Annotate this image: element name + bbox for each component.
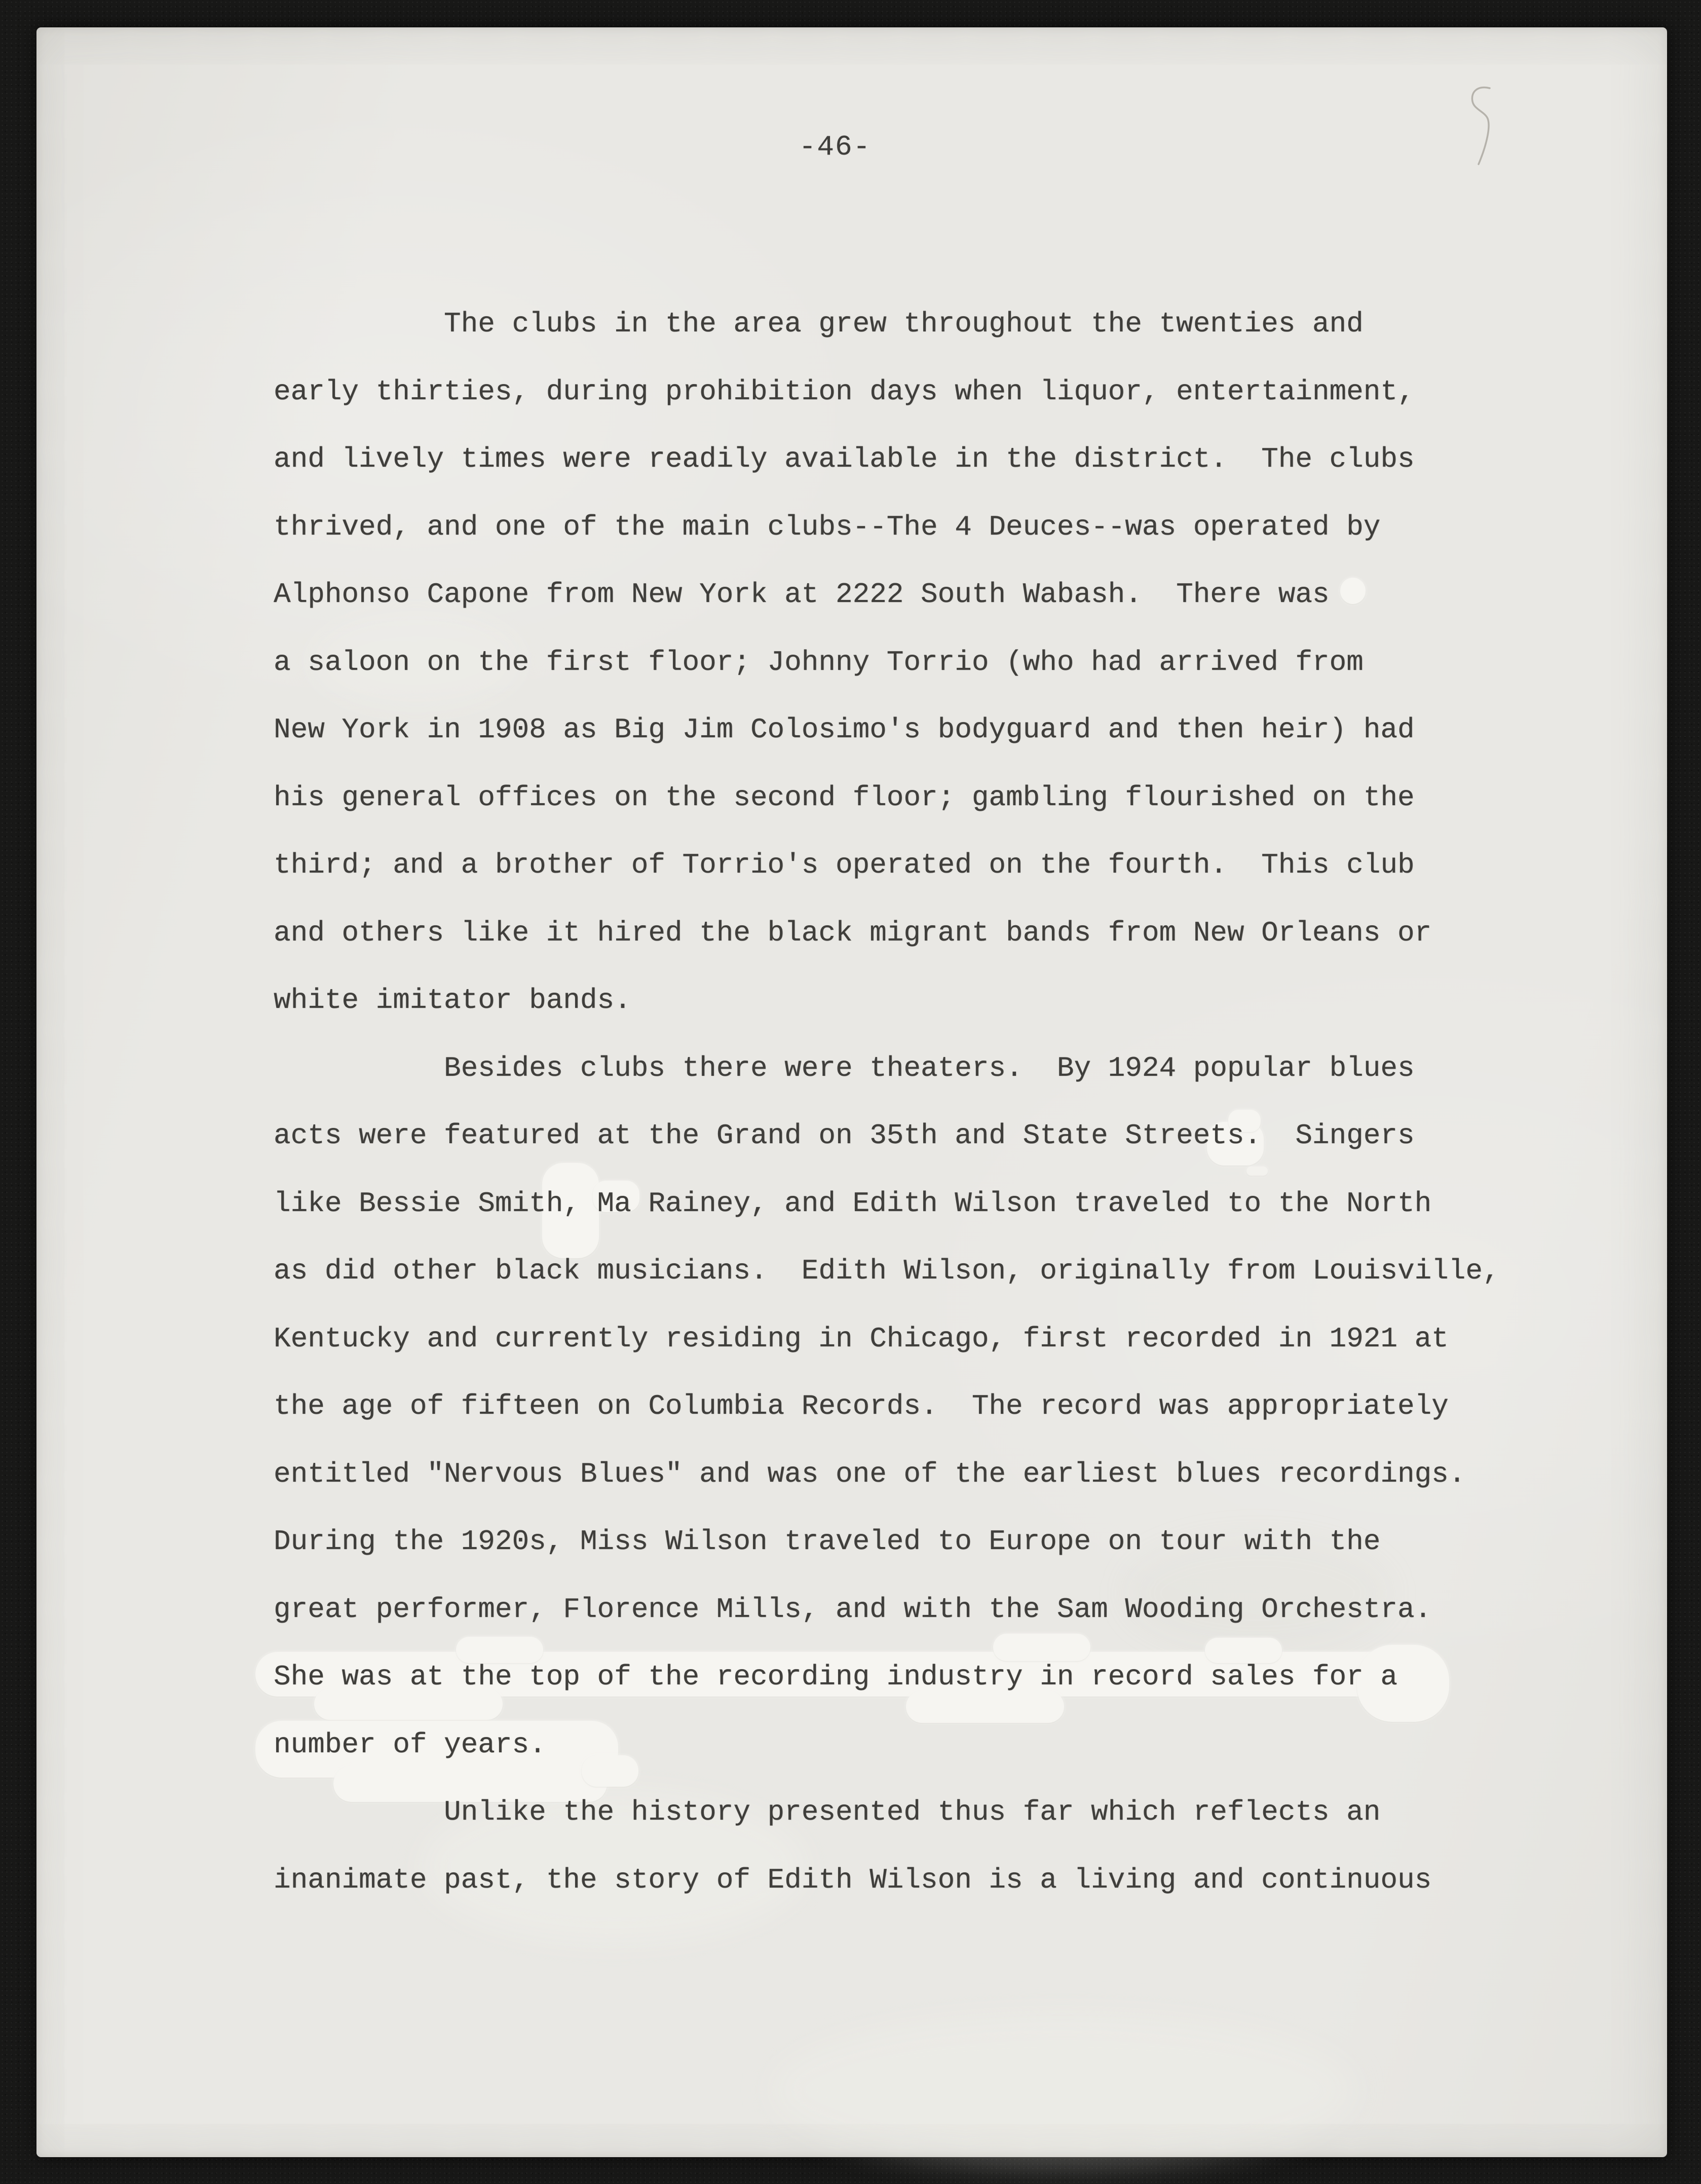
text-line: as did other black musicians. Edith Wilson, originally from Louisville, xyxy=(274,1255,1500,1287)
page-number: -46- xyxy=(799,131,872,163)
text-line: The clubs in the area grew throughout the twenties and xyxy=(444,308,1364,340)
text-line: great performer, Florence Mills, and with the Sam Wooding Orchestra. xyxy=(274,1593,1432,1626)
text-line: number of years. xyxy=(274,1728,546,1761)
text-line: like Bessie Smith, Ma Rainey, and Edith Wilson traveled to the North xyxy=(274,1187,1432,1220)
text-line: Kentucky and currently residing in Chicago, first recorded in 1921 at xyxy=(274,1322,1449,1355)
text-line: and lively times were readily available in the district. The clubs xyxy=(274,443,1415,475)
text-line: third; and a brother of Torrio's operated on the fourth. This club xyxy=(274,849,1415,881)
text-line: a saloon on the first floor; Johnny Torrio (who had arrived from xyxy=(274,646,1364,679)
page-body-text xyxy=(274,290,1601,1914)
text-line: Unlike the history presented thus far which reflects an xyxy=(444,1796,1381,1828)
text-line: Alphonso Capone from New York at 2222 South Wabash. There was xyxy=(274,578,1330,611)
typewritten-page xyxy=(36,27,1667,2157)
text-line: his general offices on the second floor; gambling flourished on the xyxy=(274,781,1415,814)
text-line: During the 1920s, Miss Wilson traveled to Europe on tour with the xyxy=(274,1525,1381,1558)
text-line: and others like it hired the black migrant bands from New Orleans or xyxy=(274,916,1432,949)
text-line: entitled "Nervous Blues" and was one of the earliest blues recordings. xyxy=(274,1457,1466,1490)
text-line: inanimate past, the story of Edith Wilson is a living and continuous xyxy=(274,1863,1432,1896)
scan-smudge xyxy=(771,2014,1354,2166)
text-line: early thirties, during prohibition days when liquor, entertainment, xyxy=(274,375,1415,408)
text-line: white imitator bands. xyxy=(274,984,631,1016)
text-line: Besides clubs there were theaters. By 1924 popular blues xyxy=(444,1051,1415,1084)
text-line: She was at the top of the recording industry in record sales for a xyxy=(274,1661,1397,1693)
text-line: New York in 1908 as Big Jim Colosimo's bodyguard and then heir) had xyxy=(274,713,1415,746)
text-line: the age of fifteen on Columbia Records. The record was appropriately xyxy=(274,1390,1449,1422)
text-line: acts were featured at the Grand on 35th and State Streets. Singers xyxy=(274,1119,1415,1152)
text-line: thrived, and one of the main clubs--The 4 Deuces--was operated by xyxy=(274,510,1381,543)
